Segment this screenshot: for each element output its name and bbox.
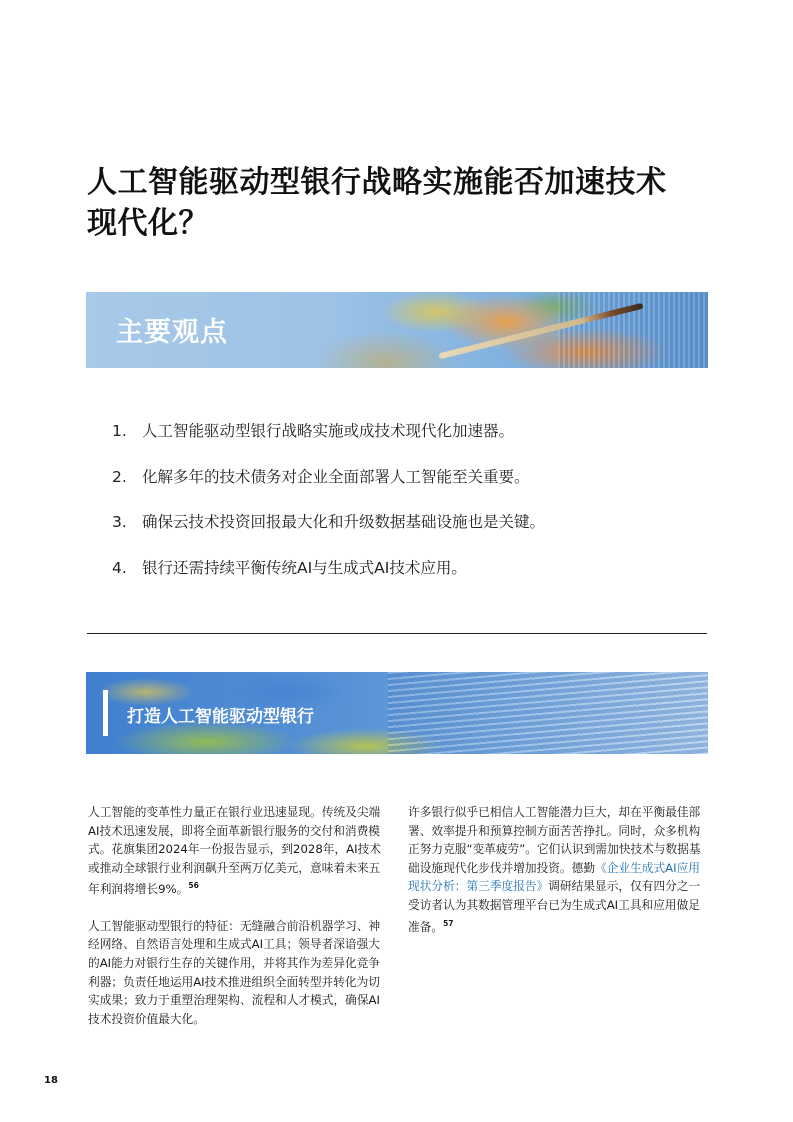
- paragraph: [408, 803, 703, 936]
- list-item-text: 银行还需持续平衡传统AI与生成式AI技术应用。: [142, 558, 467, 577]
- list-item: [112, 466, 545, 512]
- banner-texture: [558, 292, 708, 368]
- page-number: 18: [44, 1075, 58, 1086]
- paragraph: [88, 917, 383, 1029]
- list-item-text: 确保云技术投资回报最大化和升级数据基础设施也是关键。: [142, 513, 546, 531]
- page-title-line-2: 现代化？: [87, 206, 209, 241]
- page-title: [87, 162, 717, 244]
- section-heading: 打造人工智能驱动型银行: [127, 707, 314, 727]
- list-item: [112, 420, 545, 466]
- page-title-line-1: 人工智能驱动型银行战略实施能否加速技术: [87, 165, 667, 200]
- list-item-number: 3.: [112, 513, 127, 531]
- footnote-ref[interactable]: 56: [188, 881, 199, 891]
- section-banner: [86, 672, 708, 754]
- list-item-text: 化解多年的技术债务对企业全面部署人工智能至关重要。: [142, 467, 530, 486]
- footnote-ref[interactable]: 57: [443, 918, 454, 928]
- list-item-text: 人工智能驱动型银行战略实施或成技术现代化加速器。: [142, 422, 515, 440]
- report-link[interactable]: 《企业生成式AI应用现状分析：第三季度报告》: [408, 860, 700, 894]
- paragraph-text: 许多银行似乎已相信人工智能潜力巨大，却在平衡最佳部署、效率提升和预算控制方面苦苦挣扎。同时，众多机构正努力克服“变革疲劳”。它们认识到需加快技术与数据基础设施现代化步伐并增加投资。德勤: [408, 805, 701, 875]
- paragraph: [88, 803, 383, 899]
- list-item-number: 2.: [112, 467, 127, 486]
- left-column: [88, 803, 383, 1046]
- paragraph-text: 调研结果显示，仅有四分之一受访者认为其数据管理平台已为生成式AI工具和应用做足准备。: [408, 879, 701, 934]
- list-item-number: 1.: [112, 422, 127, 440]
- section-divider: [87, 633, 707, 634]
- paragraph-text: 人工智能驱动型银行的特征：无缝融合前沿机器学习、神经网络、自然语言处理和生成式AI工具；领导者深谙强大的AI能力对银行生存的关键作用，并将其作为差异化竞争利器；负责任地运用AI技术推进组织全面转型并转化为切实成果；致力于重塑治理架构、流程和人才模式，确保AI技术投资价值最大化。: [88, 918, 381, 1026]
- paragraph-text: 人工智能的变革性力量正在银行业迅速显现。传统及尖端AI技术迅速发展，即将全面革新银行服务的交付和消费模式。花旗集团2024年一份报告显示，到2028年，AI技术或推动全球银行业利润飙升至两万亿美元，意味着未来五年利润将增长9%。: [88, 805, 381, 897]
- key-points-heading: 主要观点: [116, 317, 228, 348]
- banner-texture: [388, 672, 708, 754]
- section-accent-bar: [103, 690, 108, 736]
- right-column: [408, 803, 703, 954]
- list-item: [112, 511, 545, 557]
- key-points-list: [112, 420, 545, 602]
- key-points-banner: [86, 292, 708, 368]
- list-item-number: 4.: [112, 558, 127, 577]
- list-item: [112, 557, 545, 603]
